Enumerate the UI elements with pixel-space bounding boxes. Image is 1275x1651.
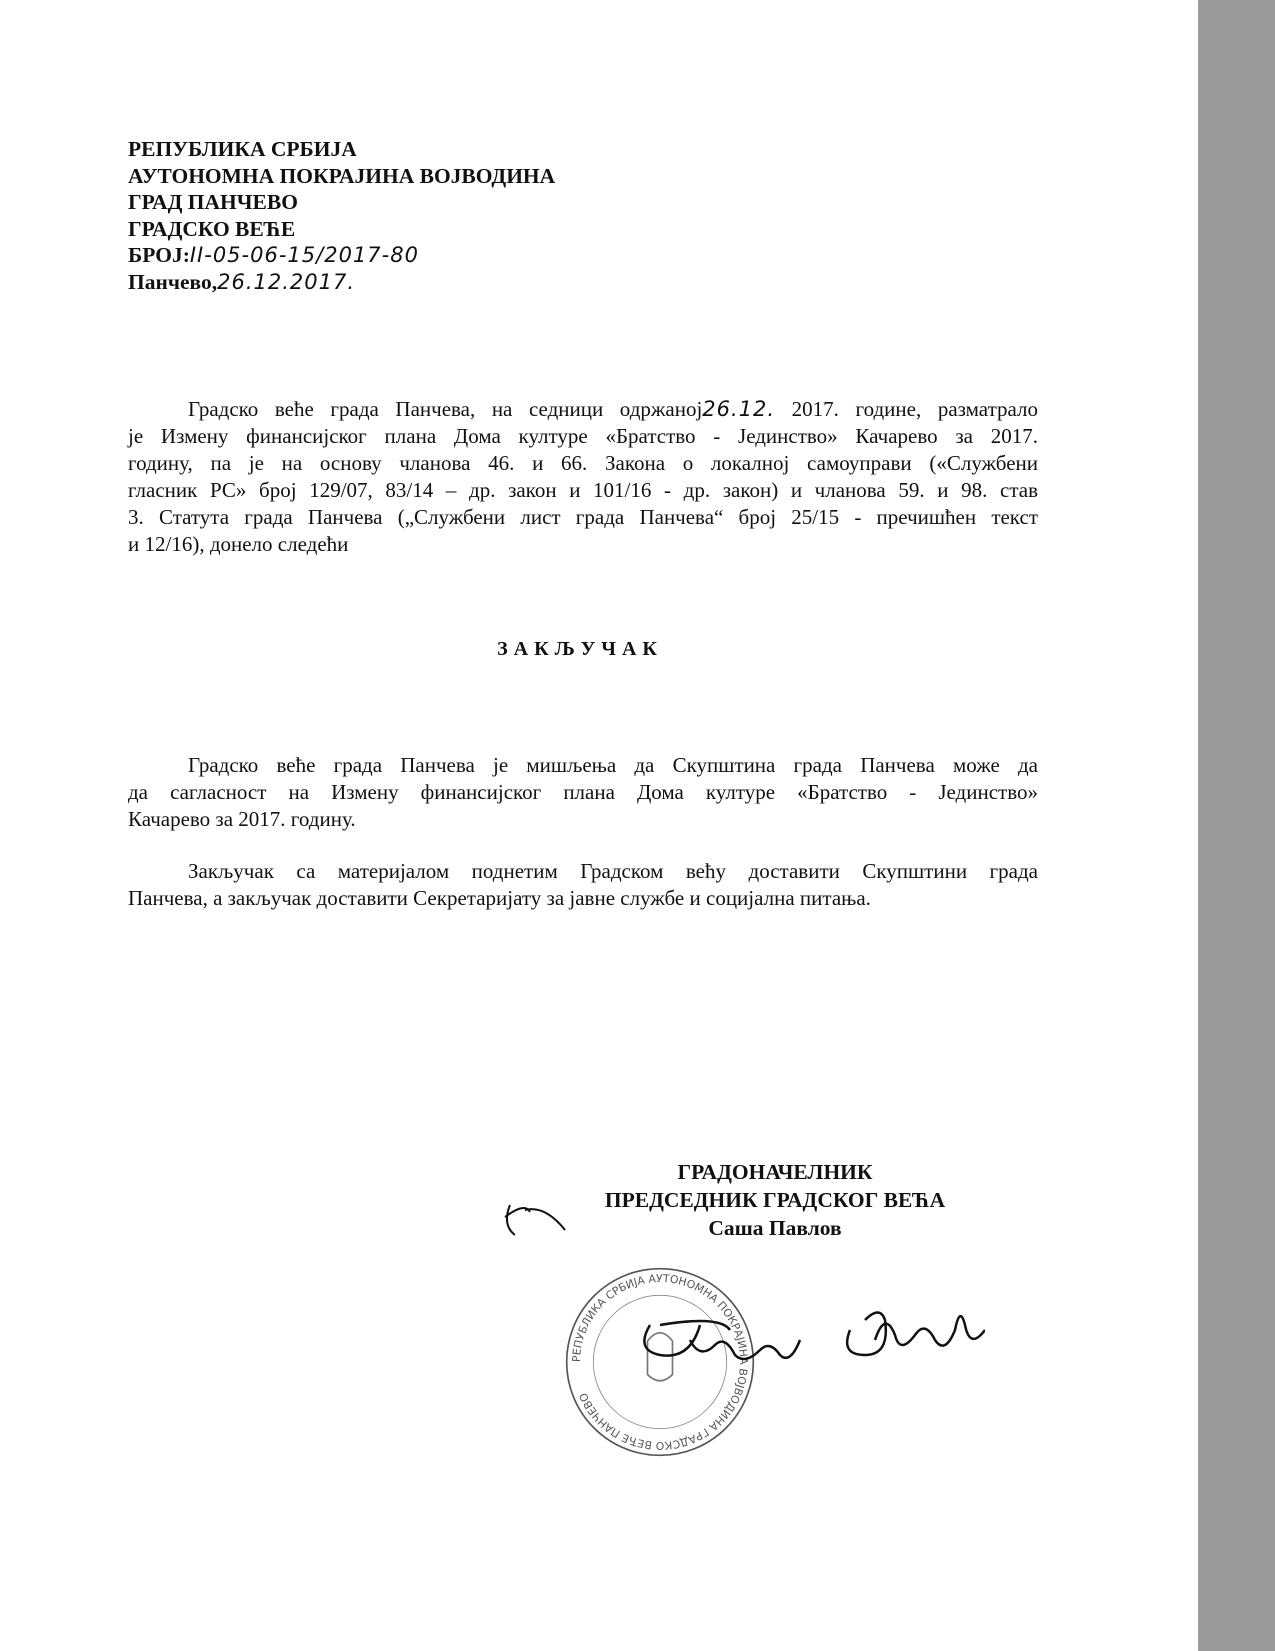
text-line: и 12/16), донело следећи: [128, 532, 349, 556]
scan-margin: [1198, 0, 1275, 1651]
signature-block: [560, 1158, 990, 1242]
handwritten-number: II-05-06-15/2017-80: [189, 243, 419, 267]
document-header: [128, 136, 555, 295]
intro-paragraph: [128, 396, 1038, 558]
text-line: Закључак са материјалом поднетим Градском већу доставити Скупштини града: [188, 859, 1038, 883]
handwritten-date: 26.12.2017.: [217, 269, 356, 294]
stamp-text-path: РЕПУБЛИКА СРБИЈА АУТОНОМНА ПОКРАЈИНА ВОЈВОДИНА ГРАДСКО ВЕЋЕ ПАНЧЕВО: [569, 1271, 751, 1453]
conclusion-paragraph-2: [128, 858, 1038, 912]
header-line: ГРАД ПАНЧЕВО: [128, 190, 298, 214]
signatory-name: Саша Павлов: [708, 1216, 842, 1240]
text-segment: Градско веће града Панчева, на седници одржаној: [188, 397, 703, 421]
text-line: Качарево за 2017. годину.: [128, 807, 356, 831]
signatory-title: ПРЕДСЕДНИК ГРАДСКОГ ВЕЋА: [604, 1188, 946, 1212]
header-line: АУТОНОМНА ПОКРАЈИНА ВОЈВОДИНА: [128, 163, 556, 188]
text-line: Градско веће града Панчева је мишљења да Скупштина града Панчева може да: [188, 753, 1038, 777]
mayor-signature: [835, 1300, 985, 1370]
number-label: БРОЈ:: [128, 243, 190, 267]
conclusion-paragraph-1: [128, 752, 1038, 833]
text-line: [128, 396, 1038, 423]
handwritten-session-date: 26.12.: [702, 397, 776, 421]
initials-mark: [500, 1195, 570, 1245]
header-line: ГРАДСКО ВЕЋЕ: [128, 216, 296, 241]
text-line: гласник РС» број 129/07, 83/14 – др. закон и 101/16 - др. закон) и чланова 59. и 98. став: [128, 478, 1038, 502]
place-date: [128, 269, 555, 296]
text-segment: 2017. године, разматрало: [775, 397, 1038, 421]
text-line: да сагласност на Измену финансијског плана Дома културе «Братство - Јединство»: [128, 780, 1038, 804]
text-line: 3. Статута града Панчева („Службени лист града Панчева“ број 25/15 - пречишћен текст: [128, 505, 1038, 529]
signatory-title: ГРАДОНАЧЕЛНИК: [677, 1160, 873, 1184]
handwritten-signature: [630, 1310, 810, 1370]
document-title: ЗАКЉУЧАК: [497, 638, 663, 660]
text-line: је Измену финансијског плана Дома културе «Братство - Јединство» Качарево за 2017.: [128, 424, 1038, 448]
place-label: Панчево,: [128, 269, 218, 294]
text-line: Панчева, а закључак доставити Секретаријату за јавне службе и социјална питања.: [128, 886, 871, 910]
reference-number: [128, 242, 555, 269]
text-line: годину, па је на основу чланова 46. и 66. Закона о локалној самоуправи («Службени: [128, 451, 1038, 475]
header-line: РЕПУБЛИКА СРБИЈА: [128, 137, 357, 161]
